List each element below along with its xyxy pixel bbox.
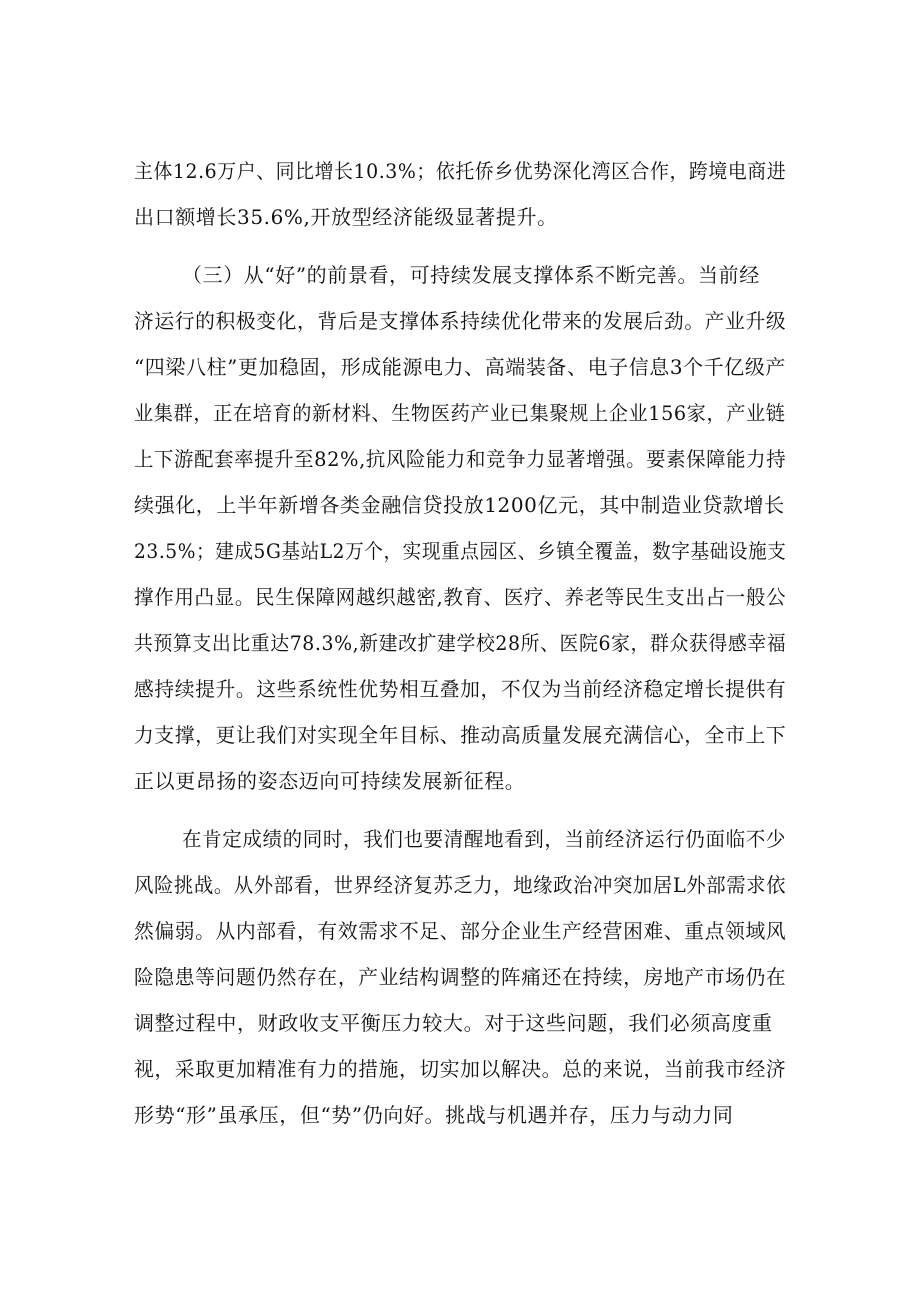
- text-line: 续强化，上半年新增各类金融信贷投放1200亿元，其中制造业贷款增长: [134, 493, 785, 517]
- text-line: 在肯定成绩的同时，我们也要清醒地看到，当前经济运行仍面临不少: [182, 827, 786, 851]
- text-line: 险隐患等问题仍然存在，产业结构调整的阵痛还在持续，房地产市场仍在: [134, 965, 787, 989]
- text-line: 形势“形”虽承压，但“势”仍向好。挑战与机遇并存，压力与动力同: [134, 1103, 734, 1127]
- text-line: 调整过程中，财政收支平衡压力较大。对于这些问题，我们必须高度重: [134, 1011, 773, 1035]
- text-line: 风险挑战。从外部看，世界经济复苏乏力，地缘政治冲突加居L外部需求依: [134, 873, 787, 897]
- text-line: 共预算支出比重达78.3%,新建改扩建学校28所、医院6家，群众获得感幸福: [134, 631, 787, 655]
- text-line: “四梁八柱”更加稳固，形成能源电力、高端装备、电子信息3个千亿级产: [134, 355, 787, 379]
- text-line: 正以更昂扬的姿态迈向可持续发展新征程。: [134, 769, 526, 793]
- text-line: 主体12.6万户、同比增长10.3%；依托侨乡优势深化湾区合作，跨境电商进: [134, 159, 787, 183]
- text-line: 济运行的积极变化，背后是支撑体系持续优化带来的发展后劲。产业升级: [134, 309, 787, 333]
- text-line: 视，采取更加精准有力的措施，切实加以解决。总的来说，当前我市经济: [134, 1057, 787, 1081]
- text-line: 出口额增长35.6%,开放型经济能级显著提升。: [134, 205, 558, 229]
- text-line: 撑作用凸显。民生保障网越织越密,教育、医疗、养老等民生支出占一般公: [134, 585, 787, 609]
- text-line: 上下游配套率提升至82%,抗风险能力和竞争力显著增强。要素保障能力持: [134, 447, 787, 471]
- text-line: （三）从“好”的前景看，可持续发展支撑体系不断完善。当前经: [182, 263, 760, 287]
- text-line: 23.5%；建成5G基站L2万个，实现重点园区、乡镇全覆盖，数字基础设施支: [134, 539, 787, 563]
- text-line: 业集群，正在培育的新材料、生物医药产业已集聚规上企业156家，产业链: [134, 401, 786, 425]
- text-line: 感持续提升。这些系统性优势相互叠加，不仅为当前经济稳定增长提供有: [134, 677, 787, 701]
- text-line: 然偏弱。从内部看，有效需求不足、部分企业生产经营困难、重点领域风: [134, 919, 787, 943]
- text-line: 力支撑，更让我们对实现全年目标、推动高质量发展充满信心，全市上下: [134, 723, 787, 747]
